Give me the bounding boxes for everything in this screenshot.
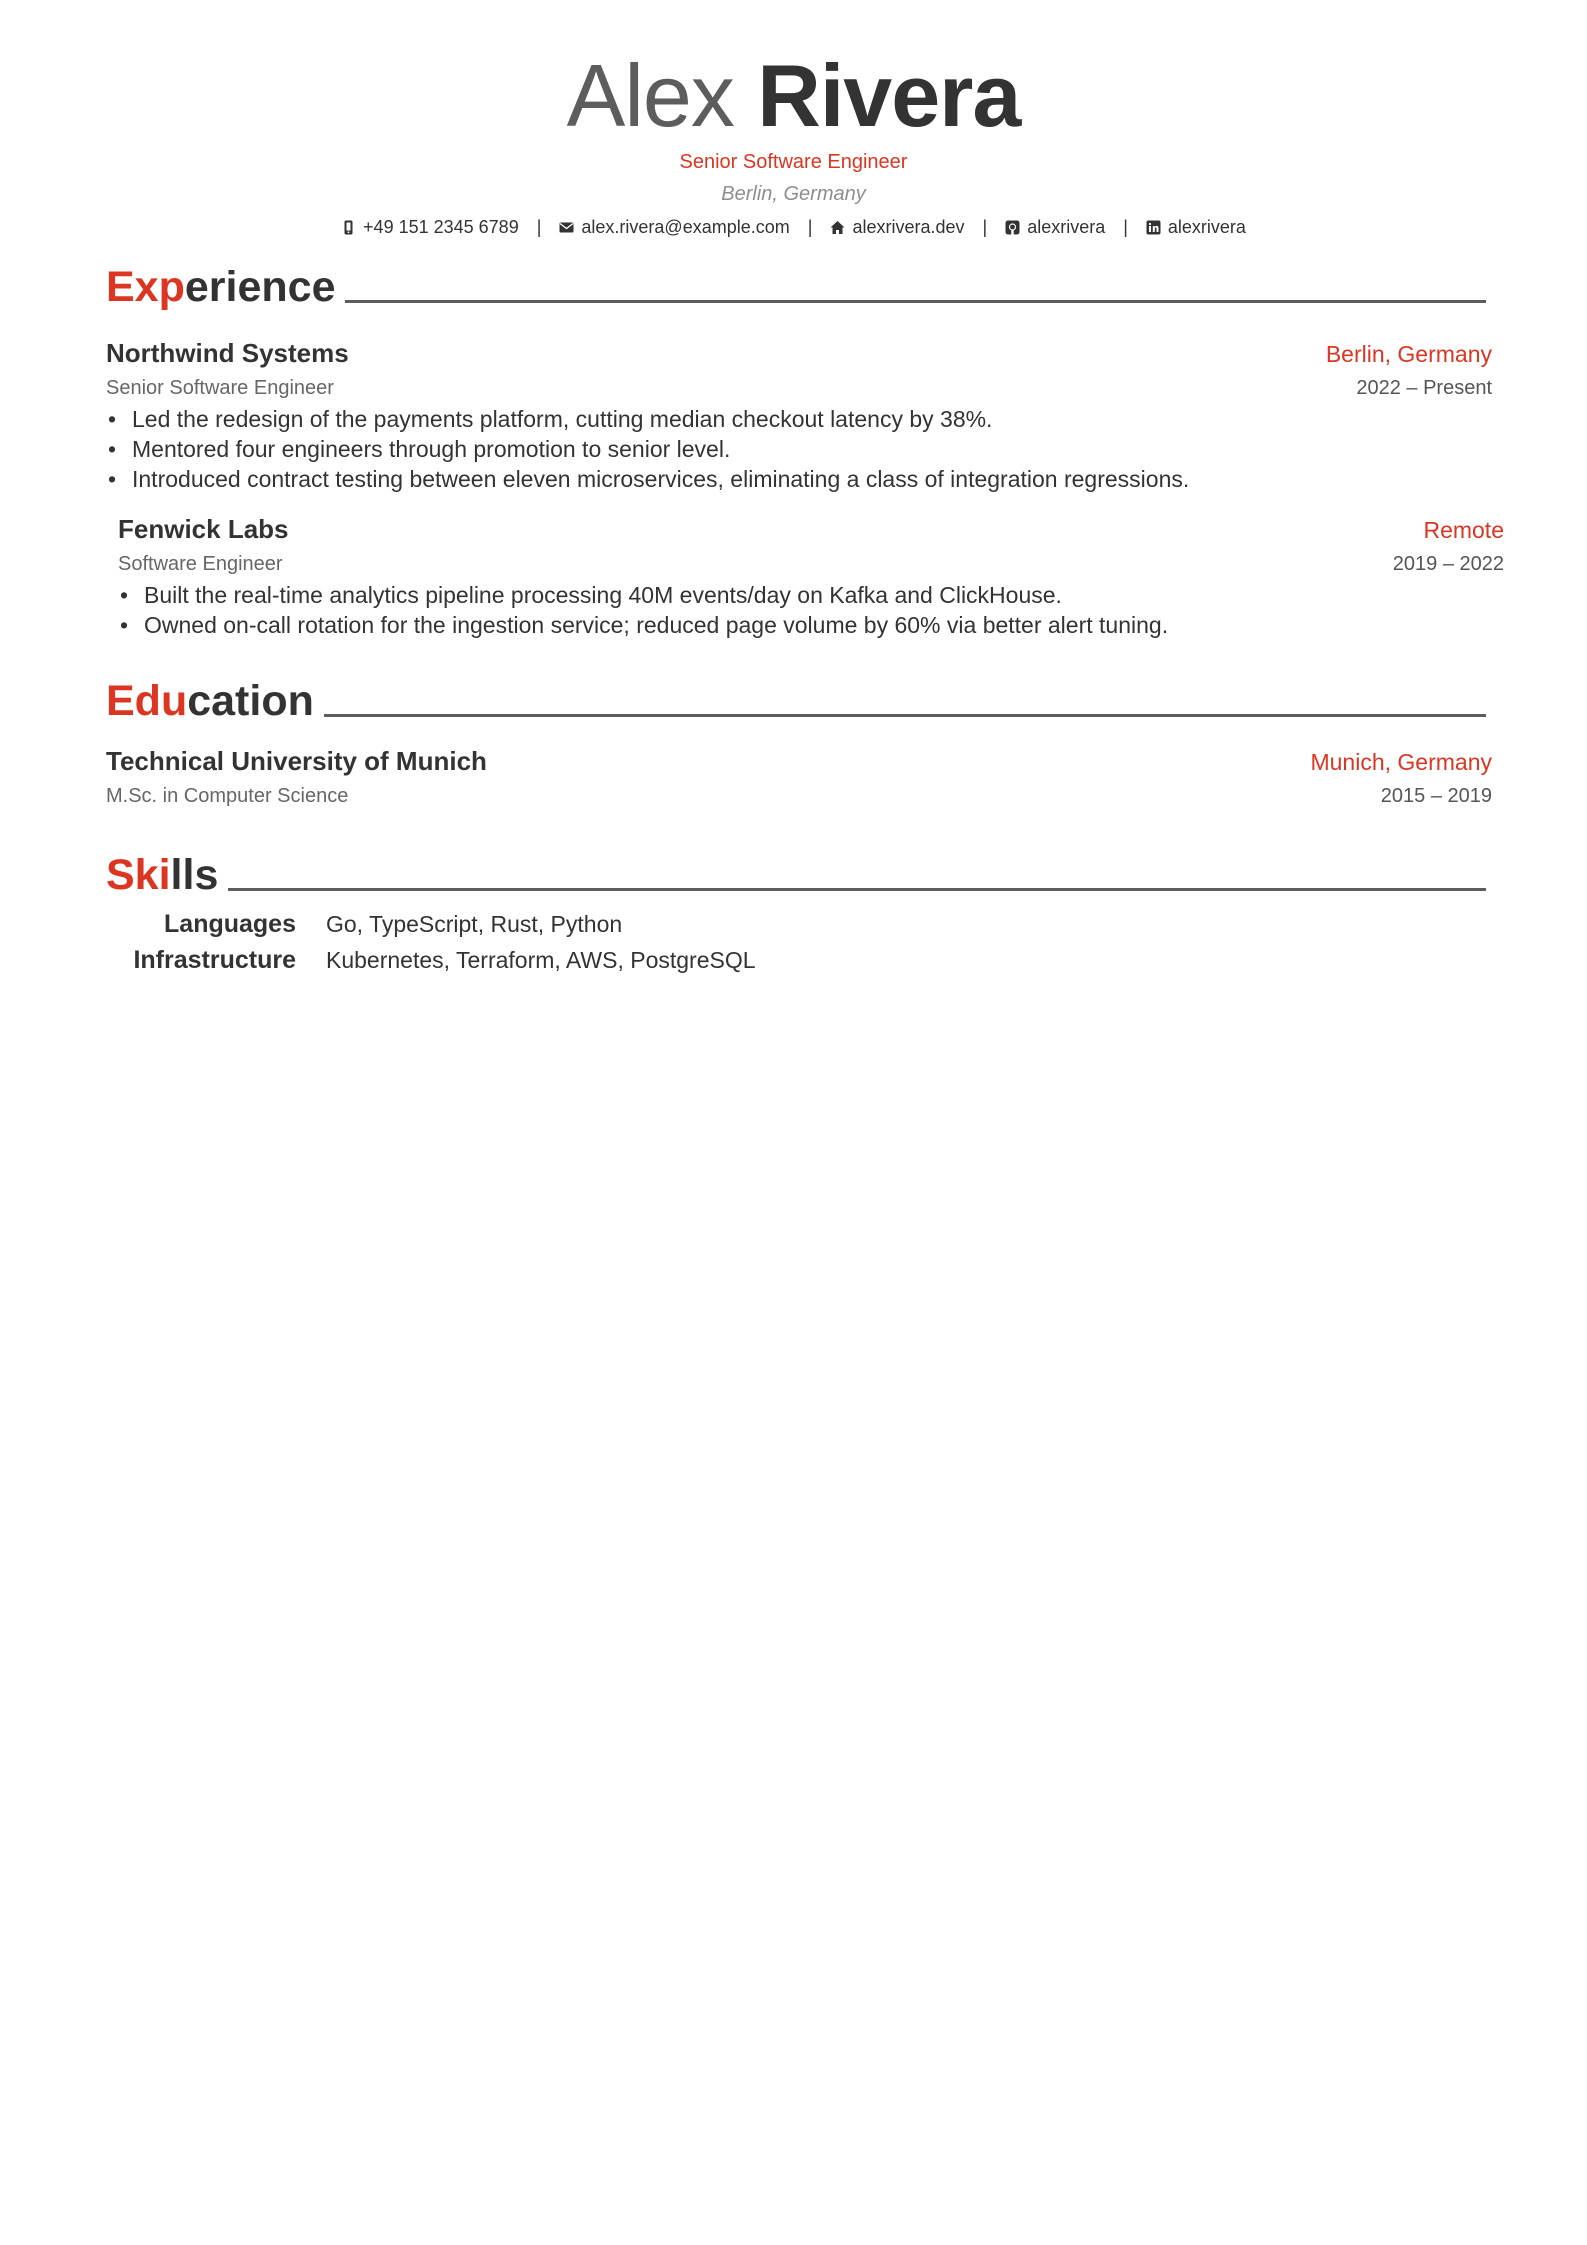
- institution: Technical University of Munich: [106, 746, 487, 776]
- date-range: 2019 – 2022: [1392, 553, 1504, 575]
- section-rule: [228, 888, 1486, 891]
- section-header: [106, 670, 1486, 726]
- experience-entry: [106, 338, 1492, 494]
- experience-entry: [118, 514, 1504, 640]
- envelope-icon: [559, 220, 574, 235]
- title-accent: Edu: [106, 677, 188, 725]
- location: Berlin, Germany: [1325, 341, 1492, 367]
- last-name: Rivera: [757, 46, 1021, 145]
- separator: |: [1123, 217, 1128, 237]
- experience-section: [106, 256, 1504, 640]
- job-title: Senior Software Engineer: [106, 377, 334, 399]
- section-header: [106, 844, 1486, 900]
- github-text: alexrivera: [1027, 217, 1106, 237]
- section-title: [106, 262, 335, 312]
- organization: Northwind Systems: [106, 338, 349, 368]
- linkedin-text: alexrivera: [1167, 217, 1246, 237]
- separator: |: [807, 217, 813, 237]
- website-contact[interactable]: [830, 216, 964, 238]
- achievement-list: [106, 404, 1492, 494]
- contact-bar: [0, 216, 1587, 238]
- linkedin-contact[interactable]: [1146, 216, 1246, 238]
- section-rule: [324, 714, 1486, 717]
- organization: Fenwick Labs: [118, 514, 289, 544]
- title-rest: erience: [184, 263, 336, 311]
- skill-row: [106, 910, 1486, 946]
- skill-category: Languages: [164, 910, 296, 938]
- phone-text: +49 151 2345 6789: [363, 217, 519, 237]
- job-title: Software Engineer: [118, 553, 283, 575]
- title-accent: Ski: [106, 851, 171, 899]
- skill-row: [106, 946, 1486, 982]
- title-rest: cation: [187, 677, 314, 725]
- full-name: [0, 48, 1587, 144]
- skill-category: Infrastructure: [133, 946, 296, 974]
- education-section: [106, 670, 1492, 808]
- date-range: 2022 – Present: [1356, 377, 1492, 399]
- title-rest: lls: [170, 851, 219, 899]
- list-item: • Mentored four engineers through promotion to senior level.: [106, 434, 1492, 464]
- github-icon: [1005, 220, 1020, 235]
- date-range: 2015 – 2019: [1380, 785, 1492, 807]
- list-item: • Introduced contract testing between eleven microservices, eliminating a class of integration regressions.: [106, 464, 1492, 494]
- section-header: [106, 256, 1486, 312]
- title-accent: Exp: [106, 263, 185, 311]
- list-item: • Built the real-time analytics pipeline processing 40M events/day on Kafka and ClickHouse.: [118, 580, 1504, 610]
- resume-header: [0, 48, 1587, 238]
- position-title: Senior Software Engineer: [679, 151, 908, 173]
- achievement-list: [118, 580, 1504, 640]
- linkedin-icon: [1146, 220, 1161, 235]
- email-contact[interactable]: [559, 216, 789, 238]
- skills-section: [106, 844, 1486, 982]
- github-contact[interactable]: [1005, 216, 1105, 238]
- location: Munich, Germany: [1310, 749, 1492, 775]
- location: Remote: [1423, 517, 1504, 543]
- skills-table: [106, 910, 1486, 982]
- phone-contact[interactable]: [341, 216, 519, 238]
- skill-values: Go, TypeScript, Rust, Python: [326, 911, 623, 937]
- section-rule: [345, 300, 1486, 303]
- section-title: [106, 676, 314, 726]
- home-icon: [830, 220, 845, 235]
- skill-values: Kubernetes, Terraform, AWS, PostgreSQL: [326, 947, 756, 973]
- address: Berlin, Germany: [721, 183, 866, 205]
- mobile-phone-icon: [341, 220, 356, 235]
- first-name: Alex: [566, 46, 734, 145]
- section-title: [106, 850, 218, 900]
- separator: |: [536, 217, 542, 237]
- email-text: alex.rivera@example.com: [581, 217, 790, 237]
- separator: |: [982, 217, 988, 237]
- education-entry: [106, 746, 1492, 808]
- degree: M.Sc. in Computer Science: [106, 785, 349, 807]
- website-text: alexrivera.dev: [852, 217, 965, 237]
- list-item: • Led the redesign of the payments platform, cutting median checkout latency by 38%.: [106, 404, 1492, 434]
- list-item: • Owned on-call rotation for the ingestion service; reduced page volume by 60% via better alert tuning.: [118, 610, 1504, 640]
